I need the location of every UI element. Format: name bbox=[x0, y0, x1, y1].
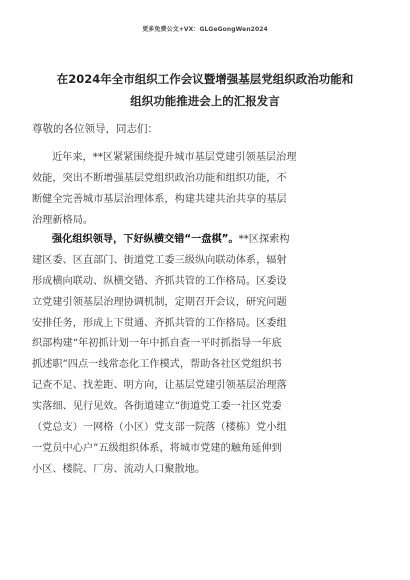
paragraph-line: 断健全完善城市基层治理体系，构建共建共治共享的基层 bbox=[32, 193, 287, 205]
document-title bbox=[40, 68, 370, 112]
paragraph-line: 立党建引领基层治理协调机制，定期召开会议，研究问题 bbox=[32, 296, 287, 308]
paragraph-intro bbox=[32, 148, 382, 232]
paragraph-line bbox=[32, 230, 382, 251]
title-line-1: 在2024年全市组织工作会议暨增强基层党组织政治功能和 bbox=[56, 72, 354, 86]
section-heading: 强化组织领导，下好纵横交错“一盘棋”。 bbox=[52, 234, 239, 245]
paragraph-line: （党总支）一网格（小区）党支部一院落（楼栋）党小组 bbox=[32, 422, 287, 434]
greeting: 尊敬的各位领导，同志们： bbox=[32, 123, 158, 135]
heading-continuation: **区探索构 bbox=[238, 234, 290, 245]
paragraph-line: 效能，突出不断增强基层党组织政治功能和组织功能，不 bbox=[32, 172, 287, 184]
paragraph-line: 治理新格局。 bbox=[32, 214, 94, 226]
paragraph-line: 一党员中心户”五级组织体系，将城市党建的触角延伸到 bbox=[32, 442, 282, 454]
paragraph-line: 形成横向联动、纵横交错、齐抓共管的工作格局。区委设 bbox=[32, 275, 287, 287]
paragraph-line: 安排任务，形成上下贯通、齐抓共管的工作格局。区委组 bbox=[32, 317, 287, 329]
paragraph-line: 近年来，**区紧紧围绕提升城市基层党建引领基层治理 bbox=[52, 152, 297, 163]
paragraph-organization bbox=[32, 230, 382, 481]
paragraph-line: 建区委、区直部门、街道党工委三级纵向联动体系，辐射 bbox=[32, 254, 287, 266]
paragraph-line: 记查不足、找差距、明方向，让基层党建引领基层治理落 bbox=[32, 380, 287, 392]
paragraph-line: 织部构建“年初抓计划一年中抓自查一平时抓指导一年底 bbox=[32, 338, 282, 350]
paragraph-line: 抓述职”四点一线常态化工作模式，帮助各社区党组织书 bbox=[32, 359, 282, 371]
paragraph-line: 实落细、见行见效。各街道建立“街道党工委一社区党委 bbox=[32, 401, 282, 413]
header-note: 更多免费公文+VX：GLGeGongWen2024 bbox=[142, 26, 268, 33]
title-line-2: 组织功能推进会上的汇报发言 bbox=[130, 94, 280, 108]
paragraph-line: 小区、楼院、厂房、流动人口聚散地。 bbox=[32, 463, 206, 475]
